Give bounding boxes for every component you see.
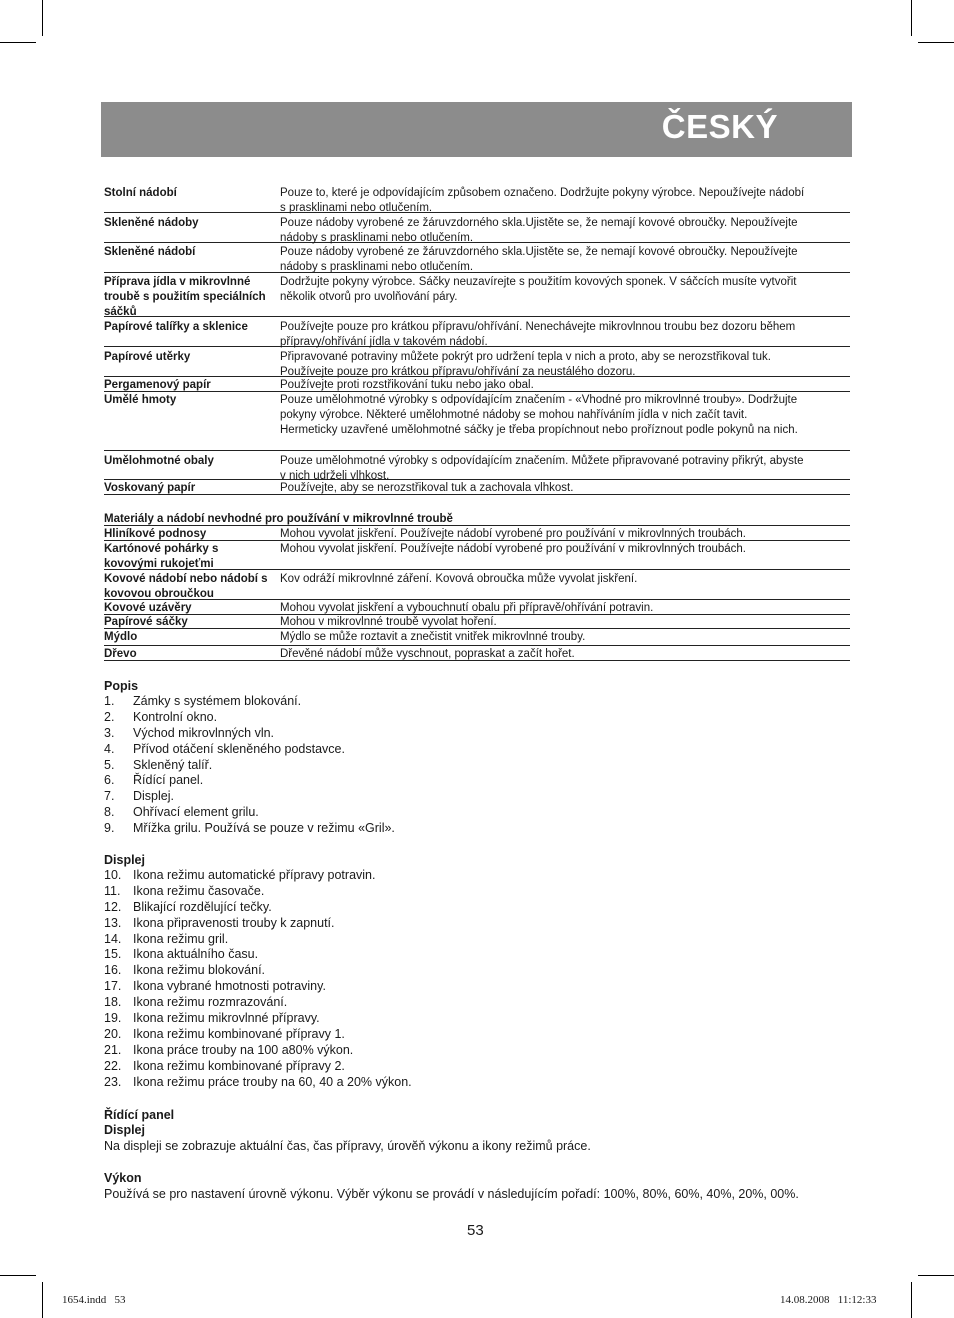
row-text: Používejte proti rozstřikování tuku nebo jako obal. (280, 379, 534, 391)
page-title: ČESKÝ (661, 108, 778, 145)
table-row (104, 213, 850, 243)
item-number: 16. (104, 963, 122, 978)
item-text: Kontrolní okno. (133, 709, 218, 724)
row-text: Pouze nádoby vyrobené ze žáruvzdorného skla.Ujistěte se, že nemají kovové obroučky. Nepoužívejte nádoby s prasklinami nebo otlučením. (280, 246, 798, 273)
table-row (104, 317, 850, 347)
row-text: Připravované potraviny můžete pokrýt pro udržení tepla v nich a proto, aby se nerozstřikoval tuk. Používejte pouze pro krátkou přípravu/ohřívání za neustálého dozoru. (280, 351, 771, 378)
item-number: 18. (104, 995, 122, 1010)
item-number: 20. (104, 1026, 122, 1041)
item-text: Ikona režimu mikrovlnné přípravy. (133, 1011, 320, 1026)
row-text: Dřevěné nádobí může vyschnout, popraskat a začít hořet. (280, 648, 575, 660)
item-text: Ikona režimu kombinované přípravy 2. (133, 1058, 345, 1073)
item-number: 2. (104, 709, 115, 724)
crop-mark (0, 42, 36, 43)
item-text: Ikona režimu rozmrazování. (133, 995, 288, 1010)
item-number: 4. (104, 741, 115, 756)
table-row (104, 570, 850, 600)
table-row (104, 392, 850, 451)
row-label: Skleněné nádoby (104, 217, 199, 229)
item-text: Ikona režimu automatické přípravy potravin. (133, 868, 376, 882)
row-label: Papírové talířky a sklenice (104, 321, 248, 333)
item-text: Ikona režimu kombinované přípravy 1. (133, 1026, 345, 1041)
item-text: Ikona režimu gril. (133, 931, 229, 946)
item-number: 13. (104, 915, 122, 930)
table-row (104, 451, 850, 480)
row-label: Umělohmotné obaly (104, 455, 214, 467)
row-text: Pouze umělohmotné výrobky s odpovídajícím značením. Můžete připravované potraviny přikrýt, abyste v nich udrželi vlhkost. (280, 455, 804, 482)
crop-mark (918, 1275, 954, 1276)
item-number: 8. (104, 805, 115, 820)
row-text: Mýdlo se může roztavit a znečistit vnitřek mikrovlnné trouby. (280, 631, 586, 643)
item-number: 15. (104, 947, 122, 962)
row-text: Mohou vyvolat jiskření. Používejte nádobí vyrobené pro používání v mikrovlnných troubách. (280, 528, 746, 540)
item-text: Skleněný talíř. (133, 757, 213, 772)
row-text: Pouze nádoby vyrobené ze žáruvzdorného skla.Ujistěte se, že nemají kovové obroučky. Nepoužívejte nádoby s prasklinami nebo otlučením. (280, 217, 798, 244)
table-row (104, 273, 850, 317)
displej-title: Displej (104, 853, 145, 867)
item-number: 7. (104, 789, 115, 804)
row-text: Dodržujte pokyny výrobce. Sáčky neuzavírejte s použitím kovových sponek. V sáčcích musíte vytvořit několik otvorů pro uvolňování páry. (280, 276, 797, 303)
item-number: 14. (104, 931, 122, 946)
crop-mark (42, 0, 43, 36)
table-row (104, 377, 850, 392)
row-label: Kovové uzávěry (104, 602, 192, 614)
row-label: Dřevo (104, 648, 137, 660)
row-label: Kartónové pohárky s kovovými rukojeťmi (104, 543, 219, 570)
item-text: Blikající rozdělující tečky. (133, 899, 272, 914)
unsuitable-materials-table (104, 512, 850, 661)
item-text: Přívod otáčení skleněného podstavce. (133, 741, 345, 756)
popis-title: Popis (104, 679, 139, 693)
control-panel-title: Řídící panel (104, 1108, 175, 1122)
item-text: Východ mikrovlnných vln. (133, 725, 275, 740)
footer-timestamp: 14.08.2008 11:12:33 (780, 1294, 877, 1306)
item-number: 1. (104, 694, 115, 708)
crop-mark (0, 1275, 36, 1276)
item-text: Displej. (133, 789, 174, 804)
suitable-materials-table (104, 186, 850, 495)
item-number: 19. (104, 1011, 122, 1026)
item-text: Mřížka grilu. Používá se pouze v režimu «Gril». (133, 821, 395, 836)
row-text: Pouze umělohmotné výrobky s odpovídajícím značením - «Vhodné pro mikrovlnné trouby». Dodržujte pokyny výrobce. Některé umělohmotné nádoby se mohou nahříváním jídla v nich začít tavit. Hermeticky uzavřené umělohmotné sáčky je třeba propíchnout nebo proříznout podle pokynů na nich. (280, 394, 798, 436)
table-row (104, 186, 850, 213)
row-text: Kov odráží mikrovlnné záření. Kovová obroučka může vyvolat jiskření. (280, 573, 638, 585)
item-text: Ikona připravenosti trouby k zapnutí. (133, 915, 335, 930)
crop-mark (911, 0, 912, 36)
item-number: 9. (104, 821, 115, 836)
table-row (104, 480, 850, 495)
unsuitable-heading: Materiály a nádobí nevhodné pro používání v mikrovlnné troubě (104, 513, 453, 525)
row-label: Příprava jídla v mikrovlnné troubě s použitím speciálních sáčků (104, 276, 266, 318)
item-number: 5. (104, 757, 115, 772)
table-row (104, 615, 850, 629)
table-row (104, 541, 850, 570)
row-label: Skleněné nádobí (104, 246, 196, 258)
item-text: Ohřívací element grilu. (133, 805, 259, 820)
row-label: Papírové sáčky (104, 616, 188, 628)
row-text: Pouze to, které je odpovídajícím způsobem označeno. Dodržujte pokyny výrobce. Nepoužívejte nádobí s prasklinami nebo otlučením. (280, 187, 805, 214)
item-text: Ikona vybrané hmotnosti potraviny. (133, 979, 326, 994)
item-text: Ikona režimu blokování. (133, 963, 266, 978)
table-row (104, 526, 850, 541)
table-row (104, 243, 850, 273)
table-row (104, 600, 850, 615)
item-number: 11. (104, 883, 121, 898)
table-row (104, 646, 850, 661)
control-panel-subtitle: Displej (104, 1123, 145, 1137)
power-text: Používá se pro nastavení úrovně výkonu. Výběr výkonu se provádí v následujícím pořadí: 100%, 80%, 60%, 40%, 20%, 00%. (104, 1187, 799, 1201)
item-number: 22. (104, 1058, 122, 1073)
item-number: 21. (104, 1042, 122, 1057)
item-number: 12. (104, 899, 122, 914)
row-label: Pergamenový papír (104, 379, 211, 391)
crop-mark (918, 42, 954, 43)
item-number: 17. (104, 979, 122, 994)
item-text: Zámky s systémem blokování. (133, 694, 302, 708)
footer-file-info: 1654.indd 53 (62, 1294, 126, 1306)
item-number: 3. (104, 725, 115, 740)
row-label: Stolní nádobí (104, 187, 177, 199)
item-text: Ikona práce trouby na 100 a80% výkon. (133, 1042, 354, 1057)
row-text: Mohou vyvolat jiskření. Používejte nádobí vyrobené pro používání v mikrovlnných troubách. (280, 543, 746, 555)
power-title: Výkon (104, 1171, 142, 1185)
item-number: 6. (104, 773, 115, 788)
item-text: Ikona režimu práce trouby na 60, 40 a 20% výkon. (133, 1074, 412, 1089)
language-header-bar (101, 102, 852, 157)
crop-mark (911, 1282, 912, 1318)
row-text: Mohou v mikrovlnné troubě vyvolat hoření. (280, 616, 497, 628)
row-text: Používejte pouze pro krátkou přípravu/ohřívání. Nenechávejte mikrovlnnou troubu bez dozoru během přípravy/ohřívání jídla v takovém nádobí. (280, 321, 796, 348)
row-label: Kovové nádobí nebo nádobí s kovovou obroučkou (104, 573, 268, 600)
table-row (104, 629, 850, 646)
table-heading-row (104, 512, 850, 526)
row-label: Hliníkové podnosy (104, 528, 207, 540)
item-text: Řídící panel. (133, 773, 204, 788)
crop-mark (42, 1282, 43, 1318)
row-label: Voskovaný papír (104, 482, 196, 494)
table-row (104, 347, 850, 377)
row-label: Umělé hmoty (104, 394, 177, 406)
page-number: 53 (467, 1222, 484, 1239)
row-label: Mýdlo (104, 631, 138, 643)
item-number: 10. (104, 868, 122, 882)
item-number: 23. (104, 1074, 122, 1089)
item-text: Ikona aktuálního času. (133, 947, 259, 962)
item-text: Ikona režimu časovače. (133, 883, 265, 898)
row-label: Papírové utěrky (104, 351, 191, 363)
row-text: Mohou vyvolat jiskření a vybouchnutí obalu při přípravě/ohřívání potravin. (280, 602, 654, 614)
row-text: Používejte, aby se nerozstřikoval tuk a zachovala vlhkost. (280, 482, 574, 494)
control-panel-text: Na displeji se zobrazuje aktuální čas, čas přípravy, úrovĕň výkonu a ikony režimů práce. (104, 1139, 591, 1153)
